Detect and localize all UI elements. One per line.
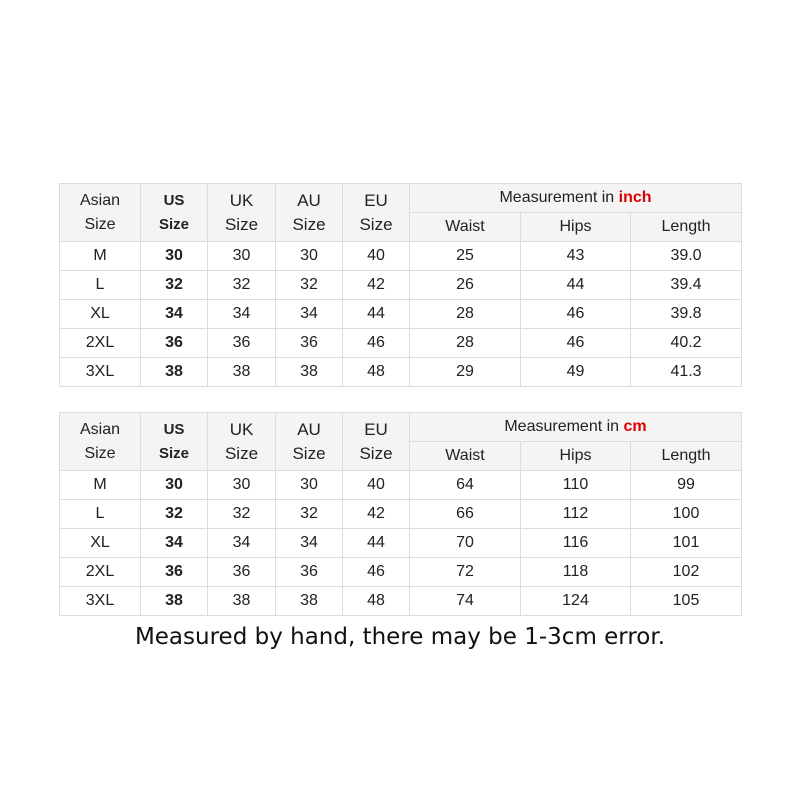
table-row — [60, 358, 742, 387]
header-hips: Hips — [521, 442, 631, 471]
cell-length: 101 — [631, 529, 742, 558]
cell-au-size: 30 — [276, 471, 343, 500]
cell-us-size: 38 — [141, 587, 208, 616]
cell-length: 99 — [631, 471, 742, 500]
header-eu-size — [343, 184, 410, 242]
header-length: Length — [631, 213, 742, 242]
cell-eu-size: 48 — [343, 587, 410, 616]
table-row — [60, 587, 742, 616]
size-table-inch — [59, 183, 742, 387]
cell-us-size: 30 — [141, 242, 208, 271]
header-line: Size — [158, 215, 189, 233]
cell-eu-size: 40 — [343, 471, 410, 500]
header-line: US — [163, 420, 185, 438]
header-row — [60, 184, 742, 213]
cell-us-size: 34 — [141, 529, 208, 558]
header-line: UK — [229, 190, 254, 210]
cell-au-size: 38 — [276, 358, 343, 387]
cell-uk-size: 32 — [208, 500, 276, 529]
header-eu-size — [343, 413, 410, 471]
header-line: Size — [359, 214, 393, 234]
cell-au-size: 32 — [276, 500, 343, 529]
cell-uk-size: 32 — [208, 271, 276, 300]
cell-waist: 66 — [410, 500, 521, 529]
table-row — [60, 471, 742, 500]
cell-uk-size: 30 — [208, 242, 276, 271]
cell-au-size: 32 — [276, 271, 343, 300]
cell-eu-size: 40 — [343, 242, 410, 271]
measurement-note: Measured by hand, there may be 1-3cm error. — [134, 624, 666, 650]
cell-hips: 112 — [521, 500, 631, 529]
header-hips: Hips — [521, 213, 631, 242]
cell-asian-size: L — [60, 500, 141, 529]
header-line: Asian — [79, 420, 121, 438]
cell-asian-size: L — [60, 271, 141, 300]
cell-hips: 46 — [521, 329, 631, 358]
table-row — [60, 529, 742, 558]
cell-eu-size: 42 — [343, 271, 410, 300]
cell-length: 100 — [631, 500, 742, 529]
cell-waist: 64 — [410, 471, 521, 500]
table-row — [60, 300, 742, 329]
cell-au-size: 30 — [276, 242, 343, 271]
header-line: Size — [292, 443, 326, 463]
cell-waist: 28 — [410, 300, 521, 329]
cell-asian-size: M — [60, 242, 141, 271]
cell-eu-size: 44 — [343, 300, 410, 329]
header-waist: Waist — [410, 213, 521, 242]
cell-hips: 46 — [521, 300, 631, 329]
cell-length: 41.3 — [631, 358, 742, 387]
header-row — [60, 413, 742, 442]
header-line: UK — [229, 419, 254, 439]
cell-eu-size: 42 — [343, 500, 410, 529]
cell-us-size: 36 — [141, 329, 208, 358]
header-line: EU — [364, 190, 388, 210]
cell-au-size: 36 — [276, 329, 343, 358]
measurement-header — [410, 413, 742, 442]
cell-hips: 116 — [521, 529, 631, 558]
measurement-unit: cm — [623, 418, 647, 435]
table-row — [60, 500, 742, 529]
header-line: Size — [224, 214, 259, 234]
header-asian-size — [60, 184, 141, 242]
cell-length: 39.8 — [631, 300, 742, 329]
cell-us-size: 34 — [141, 300, 208, 329]
measurement-unit: inch — [618, 189, 652, 206]
cell-au-size: 36 — [276, 558, 343, 587]
measurement-header — [410, 184, 742, 213]
table-row — [60, 329, 742, 358]
header-us-size — [141, 184, 208, 242]
cell-asian-size: 2XL — [60, 558, 141, 587]
cell-asian-size: XL — [60, 300, 141, 329]
header-line: Size — [84, 215, 116, 233]
header-line: Asian — [79, 191, 121, 209]
header-au-size — [276, 413, 343, 471]
cell-uk-size: 36 — [208, 329, 276, 358]
cell-au-size: 34 — [276, 529, 343, 558]
cell-asian-size: 2XL — [60, 329, 141, 358]
header-uk-size — [208, 184, 276, 242]
cell-au-size: 38 — [276, 587, 343, 616]
cell-waist: 26 — [410, 271, 521, 300]
cell-waist: 74 — [410, 587, 521, 616]
measurement-label: Measurement in — [499, 189, 619, 206]
header-line: EU — [364, 419, 388, 439]
cell-us-size: 36 — [141, 558, 208, 587]
cell-length: 39.0 — [631, 242, 742, 271]
cell-waist: 25 — [410, 242, 521, 271]
cell-us-size: 38 — [141, 358, 208, 387]
header-line: US — [163, 191, 185, 209]
cell-uk-size: 34 — [208, 300, 276, 329]
cell-waist: 70 — [410, 529, 521, 558]
cell-hips: 110 — [521, 471, 631, 500]
cell-uk-size: 36 — [208, 558, 276, 587]
cell-asian-size: M — [60, 471, 141, 500]
cell-hips: 124 — [521, 587, 631, 616]
cell-au-size: 34 — [276, 300, 343, 329]
cell-eu-size: 46 — [343, 558, 410, 587]
header-line: Size — [84, 444, 116, 462]
cell-eu-size: 46 — [343, 329, 410, 358]
header-line: Size — [359, 443, 393, 463]
header-length: Length — [631, 442, 742, 471]
table-row — [60, 558, 742, 587]
cell-uk-size: 38 — [208, 358, 276, 387]
cell-length: 39.4 — [631, 271, 742, 300]
cell-asian-size: 3XL — [60, 358, 141, 387]
cell-hips: 118 — [521, 558, 631, 587]
header-line: AU — [297, 190, 321, 210]
table-row — [60, 271, 742, 300]
table-row — [60, 242, 742, 271]
header-line: Size — [292, 214, 326, 234]
header-waist: Waist — [410, 442, 521, 471]
cell-uk-size: 30 — [208, 471, 276, 500]
cell-waist: 29 — [410, 358, 521, 387]
cell-us-size: 32 — [141, 271, 208, 300]
cell-waist: 72 — [410, 558, 521, 587]
cell-hips: 43 — [521, 242, 631, 271]
cell-eu-size: 48 — [343, 358, 410, 387]
cell-length: 40.2 — [631, 329, 742, 358]
cell-asian-size: 3XL — [60, 587, 141, 616]
cell-waist: 28 — [410, 329, 521, 358]
cell-asian-size: XL — [60, 529, 141, 558]
header-line: Size — [158, 444, 189, 462]
cell-eu-size: 44 — [343, 529, 410, 558]
header-uk-size — [208, 413, 276, 471]
header-line: Size — [224, 443, 259, 463]
cell-hips: 44 — [521, 271, 631, 300]
header-au-size — [276, 184, 343, 242]
cell-length: 102 — [631, 558, 742, 587]
cell-uk-size: 34 — [208, 529, 276, 558]
measurement-label: Measurement in — [504, 418, 624, 435]
cell-us-size: 30 — [141, 471, 208, 500]
header-us-size — [141, 413, 208, 471]
cell-hips: 49 — [521, 358, 631, 387]
cell-uk-size: 38 — [208, 587, 276, 616]
header-asian-size — [60, 413, 141, 471]
size-table-cm — [59, 412, 742, 616]
cell-us-size: 32 — [141, 500, 208, 529]
cell-length: 105 — [631, 587, 742, 616]
header-line: AU — [297, 419, 321, 439]
